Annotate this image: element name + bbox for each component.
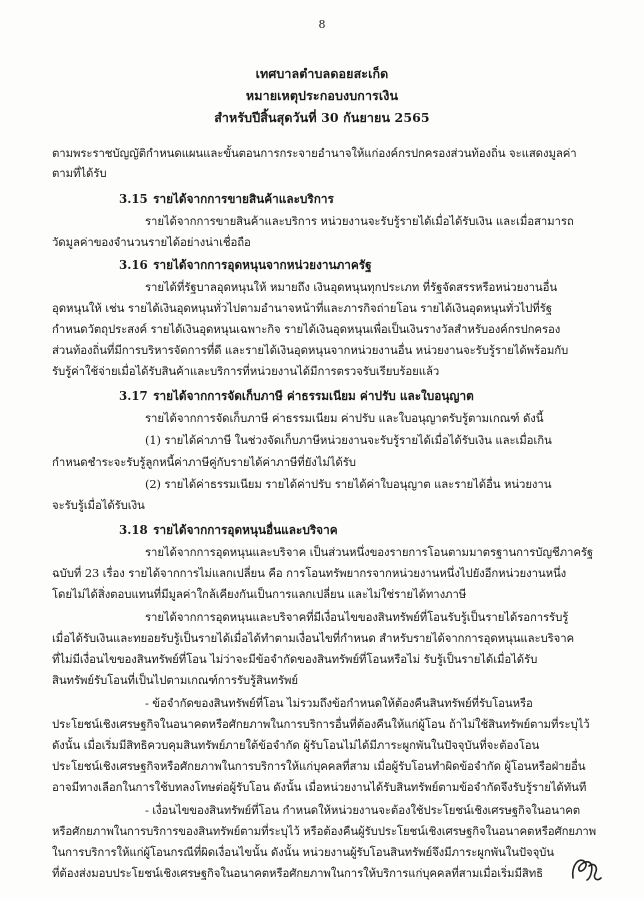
body-line: - เงื่อนไขของสินทรัพย์ที่โอน กำหนดให้หน่วยงานจะต้องใช้ประโยชน์เชิงเศรษฐกิจในอนาคต [145, 803, 581, 817]
body-line: รายได้จากการขายสินค้าและบริการ หน่วยงานจะรับรู้รายได้เมื่อได้รับเงิน และเมื่อสามารถ [145, 214, 574, 228]
body-line: สินทรัพย์รับโอนที่เป็นไปตามเกณฑ์การรับรู้สินทรัพย์ [52, 673, 298, 687]
header-period: สำหรับปีสิ้นสุดวันที่ 30 กันยายน 2565 [214, 110, 430, 125]
body-line: รายได้จากการอุดหนุนและบริจาค เป็นส่วนหนึ่งของรายการโอนตามมาตรฐานการบัญชีภาครัฐ [145, 545, 594, 559]
body-line: รับรู้ค่าใช้จ่ายเมื่อได้รับสินค้าและบริการที่หน่วยงานได้มีการตรวจรับเรียบร้อยแล้ว [52, 364, 440, 378]
section-heading-3-15 [119, 190, 334, 209]
section-heading-3-17 [119, 387, 474, 406]
body-line: โดยไม่ได้สิ่งตอบแทนที่มีมูลค่าใกล้เคียงกันเป็นการแลกเปลี่ยน และไม่ใช่รายได้ทางภาษี [52, 587, 467, 601]
header-doc-title: หมายเหตุประกอบงบการเงิน [245, 88, 399, 103]
section-heading-3-18 [119, 521, 338, 540]
body-line: ในการบริการให้แก่ผู้โอนกรณีที่ผิดเงื่อนไขนั้น ดังนั้น หน่วยงานผู้รับโอนสินทรัพย์จึงมีภาระผูกพันในปัจจุบัน [52, 845, 554, 859]
section-number: 3.17 [119, 389, 148, 403]
body-line: ที่ต้องส่งมอบประโยชน์เชิงเศรษฐกิจในอนาคตหรือศักยภาพในการให้บริการแก่บุคคลที่สามเมื่อเริ่มมีสิทธิ [52, 866, 543, 880]
body-line: ฉบับที่ 23 เรื่อง รายได้จากการไม่แลกเปลี่ยน คือ การโอนทรัพยากรจากหน่วยงานหนึ่งไปยังอีกหน่วยงานหนึ่ง [52, 566, 567, 580]
signature-initials [565, 848, 605, 888]
section-heading-3-16 [119, 256, 372, 275]
section-title: รายได้จากการอุดหนุนจากหน่วยงานภาครัฐ [153, 258, 372, 272]
page-number: 8 [318, 18, 326, 31]
body-line: (1) รายได้ค่าภาษี ในช่วงจัดเก็บภาษีหน่วยงานจะรับรู้รายได้เมื่อได้รับเงิน และเมื่อเกิน [145, 433, 552, 447]
section-title: รายได้จากการอุดหนุนอื่นและบริจาค [153, 523, 338, 537]
body-line: เมื่อได้รับเงินและทยอยรับรู้เป็นรายได้เมื่อได้ทำตามเงื่อนไขที่กำหนด สำหรับรายได้จากการอุดหนุนและบริจาค [52, 631, 575, 645]
body-line: ส่วนท้องถิ่นที่มีการบริหารจัดการที่ดี และรายได้เงินอุดหนุนจากหน่วยงานอื่น หน่วยงานจะรับรู้รายได้พร้อมกับ [52, 343, 569, 357]
body-line: อาจมีทางเลือกในการใช้บทลงโทษต่อผู้รับโอน ดังนั้น เมื่อหน่วยงานได้รับสินทรัพย์ตามข้อจำกัดจึงรับรู้รายได้ทันที [52, 780, 587, 794]
section-number: 3.15 [119, 192, 148, 206]
body-line: หรือศักยภาพในการบริการของสินทรัพย์ตามที่ระบุไว้ หรือต้องคืนผู้รับประโยชน์เชิงเศรษฐกิจในอนาคตหรือศักยภาพ [52, 824, 597, 838]
body-line: อุดหนุนให้ เช่น รายได้เงินอุดหนุนทั่วไปตามอำนาจหน้าที่และภารกิจถ่ายโอน รายได้เงินอุดหนุนทั่วไปที่รัฐ [52, 301, 552, 315]
body-line: รายได้จากการอุดหนุนและบริจาคที่มีเงื่อนไขของสินทรัพย์ที่โอนรับรู้เป็นรายได้รอการรับรู้ [145, 610, 569, 624]
section-number: 3.18 [119, 523, 148, 537]
body-line: รายได้จากการจัดเก็บภาษี ค่าธรรมเนียม ค่าปรับ และใบอนุญาตรับรู้ตามเกณฑ์ ดังนี้ [145, 411, 544, 425]
intro-line: ตามพระราชบัญญัติกำหนดแผนและขั้นตอนการกระจายอำนาจให้แก่องค์กรปกครองส่วนท้องถิ่น จะแสดงมูลค่า [52, 146, 577, 160]
section-title: รายได้จากการจัดเก็บภาษี ค่าธรรมเนียม ค่าปรับ และใบอนุญาต [153, 389, 474, 403]
body-line: ประโยชน์เชิงเศรษฐกิจหรือศักยภาพในการบริการให้แก่บุคคลที่สาม เมื่อผู้รับโอนทำผิดข้อจำกัด ผู้โอนหรือฝ่ายอื่น [52, 759, 586, 773]
body-line: ที่ไม่มีเงื่อนไขของสินทรัพย์ที่โอน ไม่ว่าจะมีข้อจำกัดของสินทรัพย์ที่โอนหรือไม่ รับรู้เป็นรายได้เมื่อได้รับ [52, 652, 538, 666]
body-line: - ข้อจำกัดของสินทรัพย์ที่โอน ไม่รวมถึงข้อกำหนดให้ต้องคืนสินทรัพย์ที่รับโอนหรือ [145, 696, 533, 710]
intro-line: ตามที่ได้รับ [52, 166, 107, 180]
section-title: รายได้จากการขายสินค้าและบริการ [153, 192, 334, 206]
body-line: กำหนดชำระจะรับรู้ลูกหนี้ค่าภาษีคู่กับรายได้ค่าภาษีที่ยังไม่ได้รับ [52, 455, 356, 469]
body-line: รายได้ที่รัฐบาลอุดหนุนให้ หมายถึง เงินอุดหนุนทุกประเภท ที่รัฐจัดสรรหรือหน่วยงานอื่น [145, 280, 558, 294]
body-line: ประโยชน์เชิงเศรษฐกิจในอนาคตหรือศักยภาพในการบริการอื่นที่ต้องคืนให้แก่ผู้โอน ถ้าไม่ใช้สินทรัพย์ตามที่ระบุไว้ [52, 717, 590, 731]
body-line: จะรับรู้เมื่อได้รับเงิน [52, 498, 145, 512]
header-org-name: เทศบาลตำบลดอยสะเก็ด [255, 66, 389, 81]
body-line: วัดมูลค่าของจำนวนรายได้อย่างน่าเชื่อถือ [52, 235, 251, 249]
section-number: 3.16 [119, 258, 148, 272]
body-line: กำหนดวัตถุประสงค์ รายได้เงินอุดหนุนเฉพาะกิจ รายได้เงินอุดหนุนเพื่อเป็นเงินรางวัลสำหรับองค์กรปกครอง [52, 322, 561, 336]
body-line: ดังนั้น เมื่อเริ่มมีสิทธิควบคุมสินทรัพย์ภายใต้ข้อจำกัด ผู้รับโอนไม่ได้มีภาระผูกพันในปัจจุบันที่จะต้องโอน [52, 738, 540, 752]
body-line: (2) รายได้ค่าธรรมเนียม รายได้ค่าปรับ รายได้ค่าใบอนุญาต และรายได้อื่น หน่วยงาน [145, 477, 552, 491]
